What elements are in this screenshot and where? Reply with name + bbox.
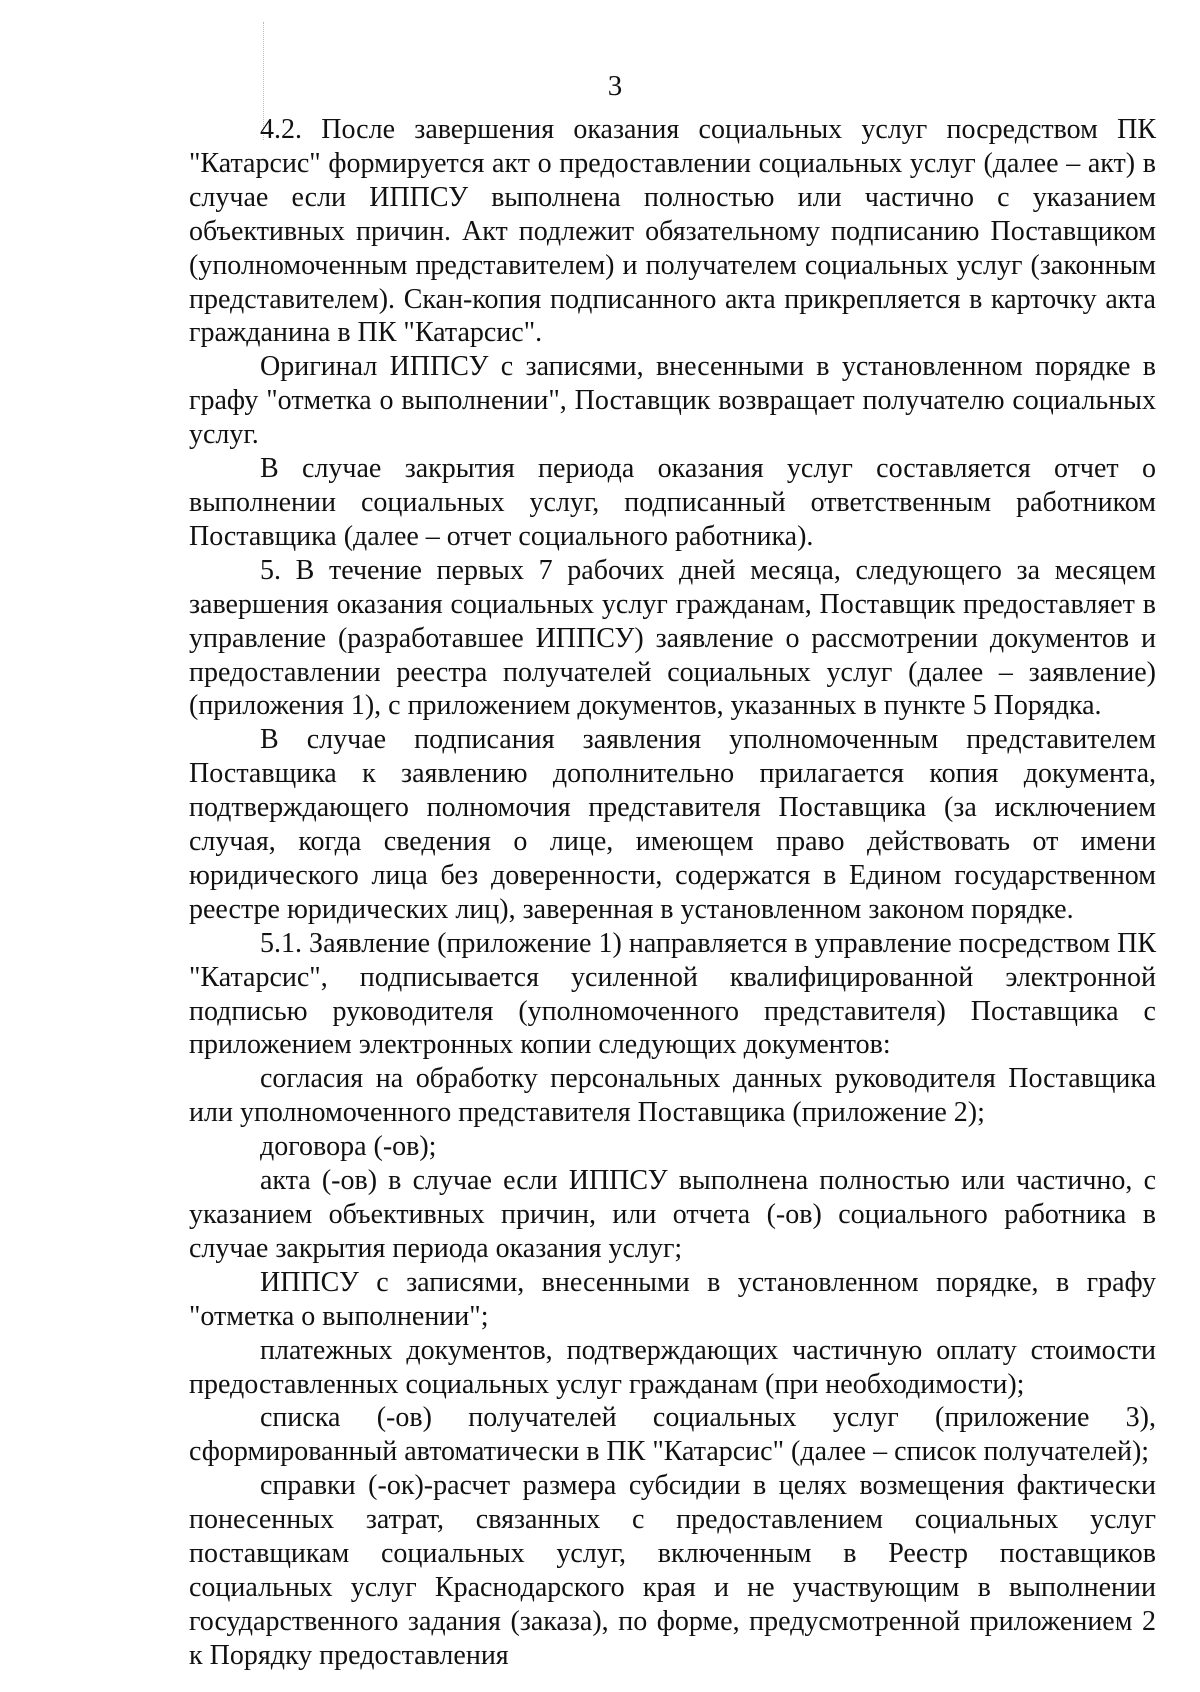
paragraph-5: 5. В течение первых 7 рабочих дней месяца, следующего за месяцем завершения оказания социальных услуг гражданам, Поставщик предоставляет в управление (разработавшее ИППСУ) заявление о рассмотрении документов и предоставлении реестра получателей социальных услуг (далее – заявление) (приложения 1), с приложением документов, указанных в пункте 5 Порядка.: [189, 554, 1156, 722]
list-item-contracts: договора (-ов);: [260, 1131, 437, 1163]
list-item-ippsu: ИППСУ с записями, внесенными в установленном порядке, в графу "отметка о выполнении";: [189, 1266, 1156, 1332]
paragraph-5-1: 5.1. Заявление (приложение 1) направляется в управление посредством ПК "Катарсис", подписывается усиленной квалифицированной электронной подписью руководителя (уполномоченного представителя) Поставщика с приложением электронных копии следующих документов:: [189, 927, 1156, 1061]
document-body: [189, 113, 1156, 1673]
list-item-consent: согласия на обработку персональных данных руководителя Поставщика или уполномоченного представителя Поставщика (приложение 2);: [189, 1063, 1156, 1129]
list-item-payment-documents: платежных документов, подтверждающих частичную оплату стоимости предоставленных социальных услуг гражданам (при необходимости);: [189, 1334, 1156, 1400]
list-item-subsidy-statement: справки (-ок)-расчет размера субсидии в целях возмещения фактически понесенных затрат, связанных с предоставлением социальных услуг поставщикам социальных услуг, включенным в Реестр поставщиков социальных услуг Краснодарского края и не участвующим в выполнении государственного задания (заказа), по форме, предусмотренной приложением 2 к Порядку предоставления: [189, 1470, 1156, 1671]
list-item-acts: акта (-ов) в случае если ИППСУ выполнена полностью или частично, с указанием объективных причин, или отчета (-ов) социального работника в случае закрытия периода оказания услуг;: [189, 1165, 1156, 1264]
page-number: 3: [607, 70, 623, 102]
paragraph-original-ippsu: Оригинал ИППСУ с записями, внесенными в установленном порядке в графу "отметка о выполнении", Поставщик возвращает получателю социальных услуг.: [189, 351, 1156, 451]
paragraph-representative-signing: В случае подписания заявления уполномоченным представителем Поставщика к заявлению дополнительно прилагается копия документа, подтверждающего полномочия представителя Поставщика (за исключением случая, когда сведения о лице, имеющем право действовать от имени юридического лица без доверенности, содержатся в Едином государственном реестре юридических лиц), заверенная в установленном законом порядке.: [189, 724, 1156, 925]
paragraph-4-2: 4.2. После завершения оказания социальных услуг посредством ПК "Катарсис" формируется акт о предоставлении социальных услуг (далее – акт) в случае если ИППСУ выполнена полностью или частично с указанием объективных причин. Акт подлежит обязательному подписанию Поставщиком (уполномоченным представителем) и получателем социальных услуг (законным представителем). Скан-копия подписанного акта прикрепляется в карточку акта гражданина в ПК "Катарсис".: [189, 114, 1156, 349]
list-item-recipients-list: списка (-ов) получателей социальных услуг (приложение 3), сформированный автоматически в ПК "Катарсис" (далее – список получателей);: [189, 1402, 1156, 1468]
paragraph-period-closure: В случае закрытия периода оказания услуг составляется отчет о выполнении социальных услуг, подписанный ответственным работником Поставщика (далее – отчет социального работника).: [189, 453, 1156, 552]
